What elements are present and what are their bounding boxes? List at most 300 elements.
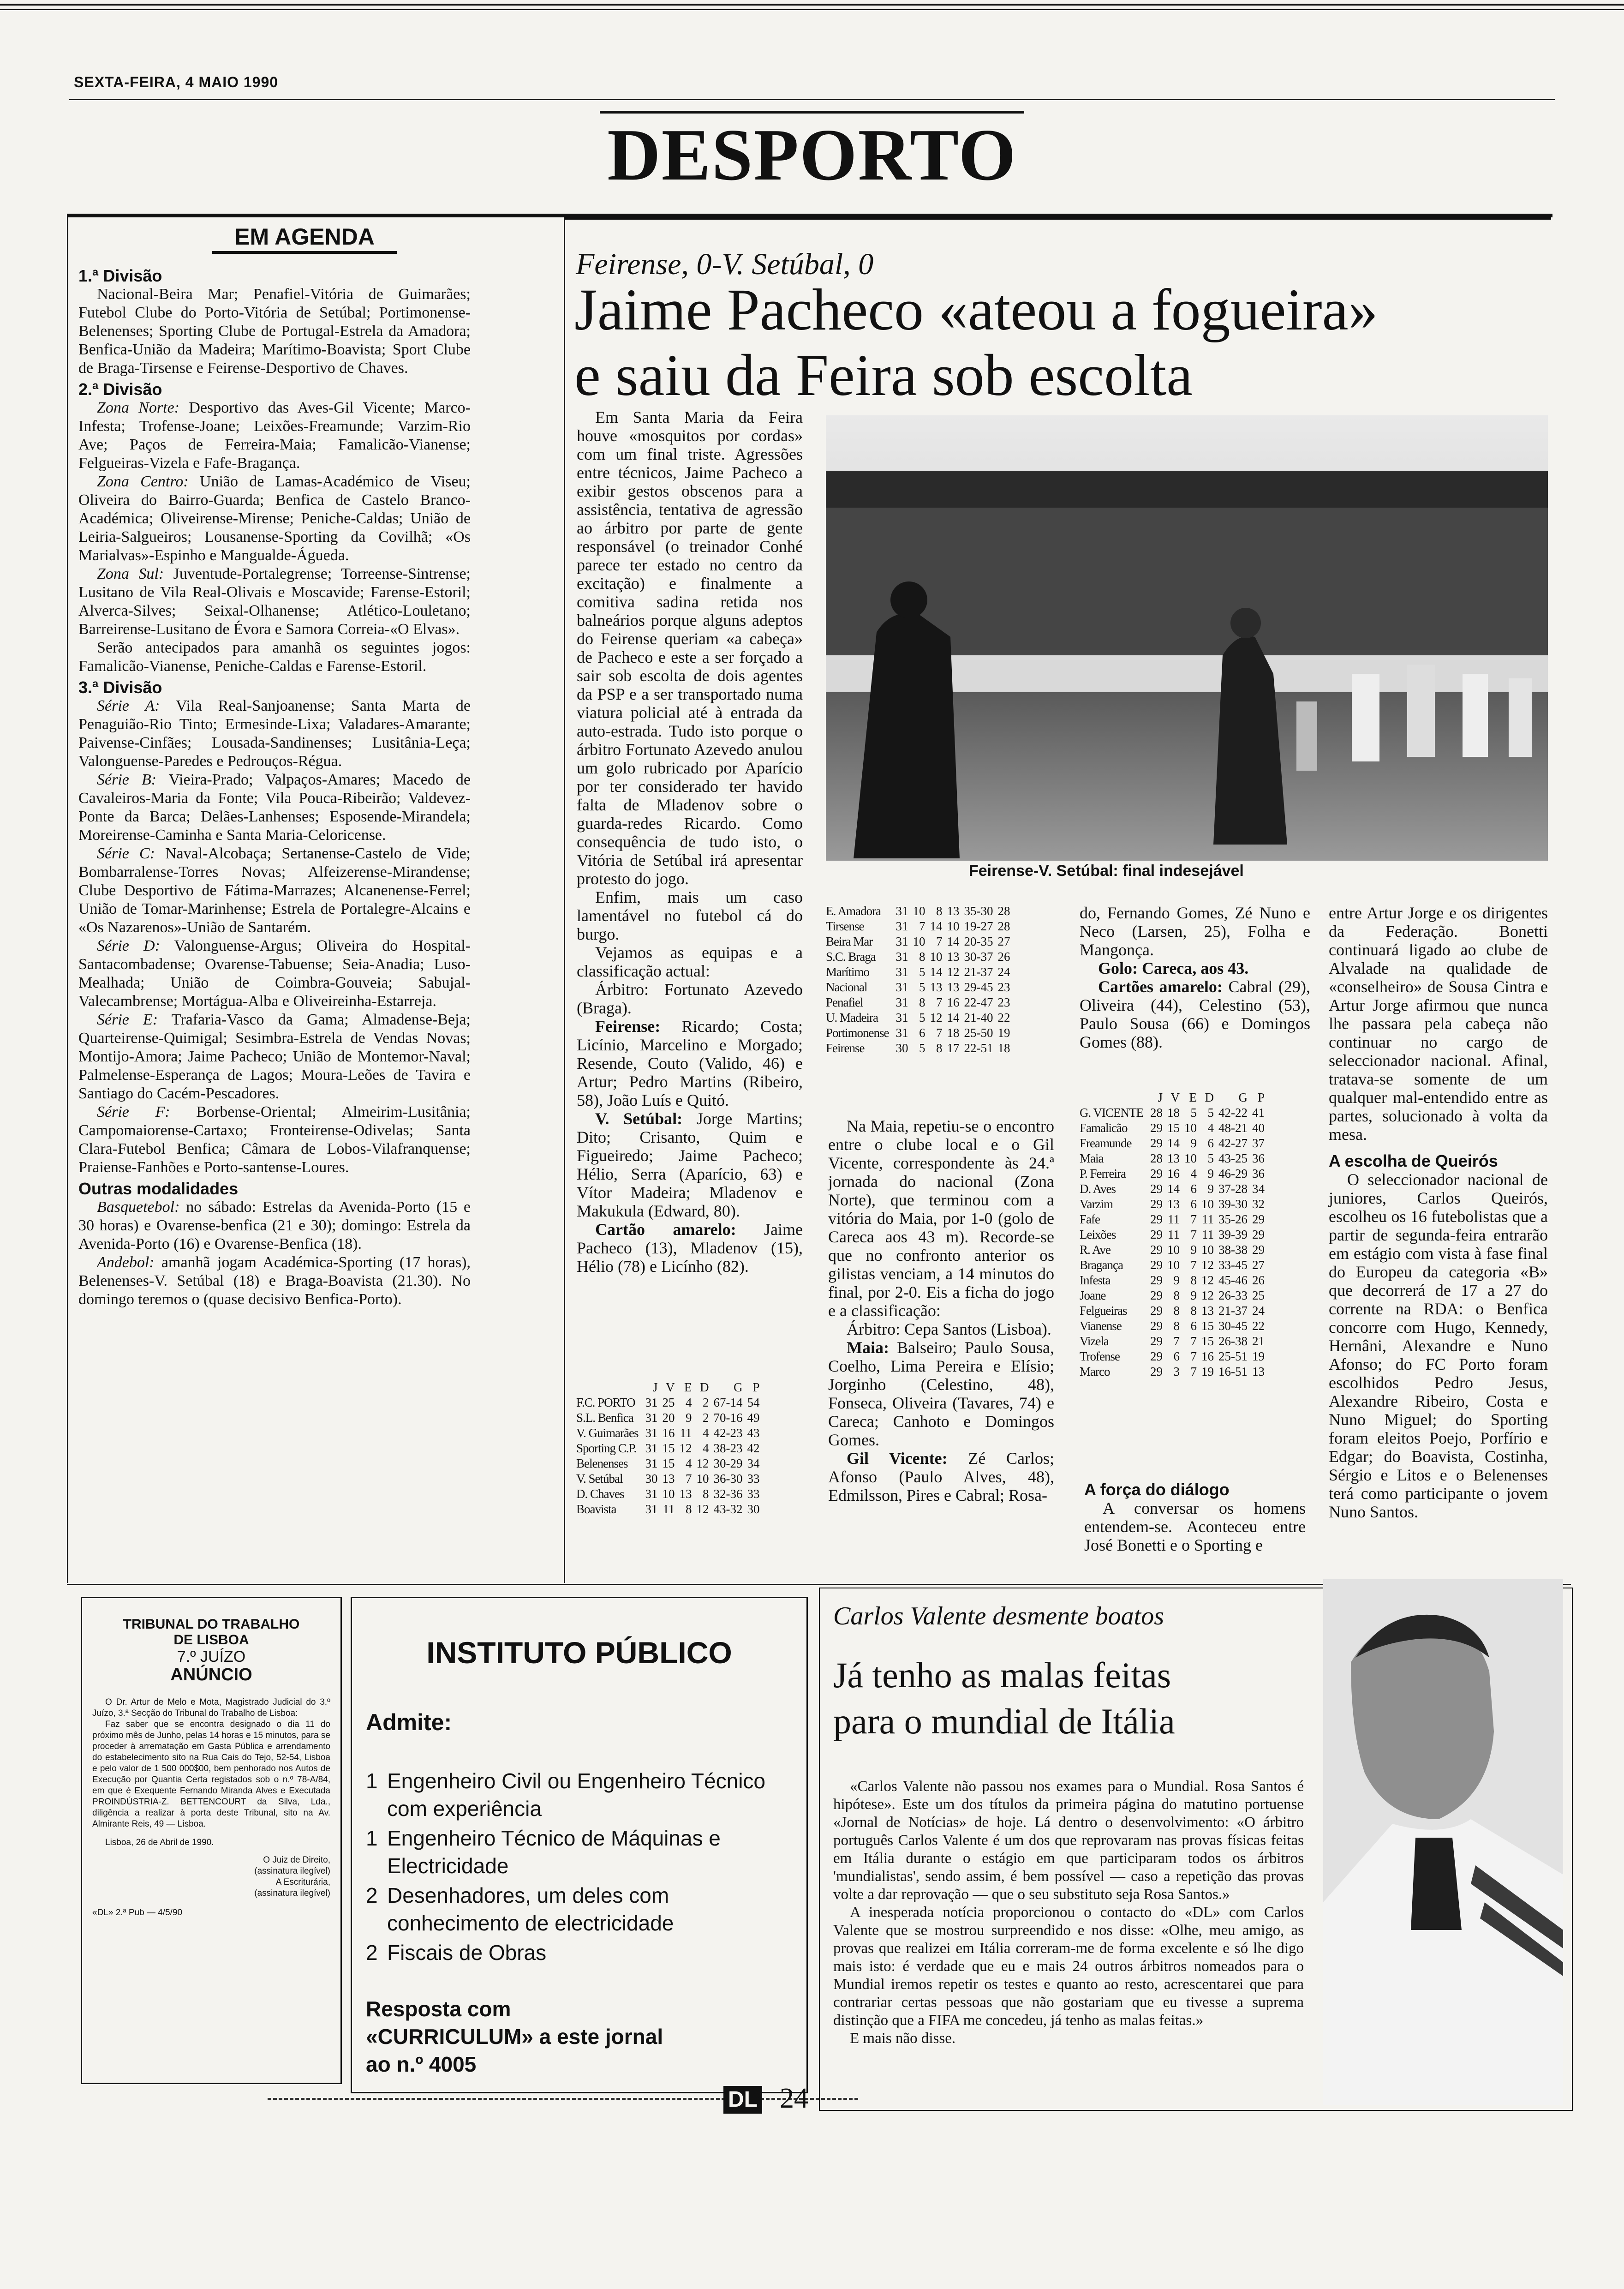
standings-norte-team: Trofense xyxy=(1080,1349,1120,1363)
standings-1a-team: V. Setúbal xyxy=(576,1472,623,1486)
standings-1a-value: 16 xyxy=(662,1426,675,1440)
valente-p3: E mais não disse. xyxy=(850,2030,956,2047)
standings-norte-value: 19 xyxy=(1201,1365,1214,1378)
gil-team-cont: do, Fernando Gomes, Zé Nuno e Neco (Larsen, 25), Folha e Mangonça. xyxy=(1080,904,1310,959)
standings-1a-value: 31 xyxy=(645,1426,658,1440)
standings-norte-value: 36 xyxy=(1252,1151,1265,1165)
standings-norte-value: 42-22 xyxy=(1218,1106,1248,1120)
col-e: E xyxy=(684,1380,692,1394)
standings-norte-team: Leixões xyxy=(1080,1228,1116,1241)
standings-1a-value: 20 xyxy=(662,1411,675,1425)
lead-col-1 xyxy=(577,408,803,1276)
standings-norte-value: 41 xyxy=(1252,1106,1265,1120)
lead-p5 xyxy=(577,1017,803,1109)
standings-1a-value: 7 xyxy=(936,935,943,948)
standings-1a-value: 11 xyxy=(680,1426,692,1440)
standings-1a-row xyxy=(574,1395,762,1410)
standings-1a-value: 34 xyxy=(747,1456,760,1470)
valente-kicker: Carlos Valente desmente boatos xyxy=(833,1602,1164,1630)
standings-1a-value: 67-14 xyxy=(713,1396,743,1409)
agenda-title: EM AGENDA xyxy=(212,222,397,254)
instituto-item-text: Engenheiro Civil ou Engenheiro Técnico com experiência xyxy=(387,1769,766,1821)
standings-1a-value: 22-51 xyxy=(964,1041,993,1055)
standings-1a-value: 31 xyxy=(896,995,908,1009)
standings-norte-value: 19 xyxy=(1252,1349,1265,1363)
standings-1a-value: 13 xyxy=(947,980,960,994)
standings-norte-team: Famalicão xyxy=(1080,1121,1128,1135)
instituto-item xyxy=(366,1882,790,1937)
maia-p4 xyxy=(828,1449,1054,1504)
standings-1a-row xyxy=(574,1441,762,1456)
feirense-team: Ricardo; Costa; Licínio, Marcelino e Morgado; Resende, Couto (Valido, 46) e Artur; Pedro Martins (Ribeiro, 58), João Luís e Quitó. xyxy=(577,1017,803,1109)
section-title: DESPORTO xyxy=(607,114,1017,196)
standings-1a-value: 10 xyxy=(913,904,925,918)
standings-1a-team: Belenenses xyxy=(576,1456,628,1470)
lead-p1: Em Santa Maria da Feira houve «mosquitos por cordas» com um final triste. Agressões entre técnicos, Jaime Pacheco a exibir gestos obscenos para a assistência, tentativa de agressão ao árbitro por parte de gente responsável (o treinador Conhé parece ter estado no centro da excitação) e finalmente a comitiva sadina retida nos balneários porque alguns adeptos do Feirense queriam «a cabeça» de Pacheco e este a ser forçado a sair sob escolta de dois agentes da PSP e a ser transportado numa viatura policial até à entrada da auto-estrada. Tudo isto porque o árbitro Fortunato Azevedo anulou um golo rubricado por Aparício por ter considerado ter havido falta de Mladenov sobre o guarda-redes Ricardo. Como consequência de tudo isto, o Vitória de Setúbal irá apresentar protesto do jogo. xyxy=(577,408,803,888)
tribunal-ad xyxy=(81,1597,342,2084)
standings-norte-value: 43-25 xyxy=(1218,1151,1248,1165)
standings-norte-value: 29 xyxy=(1150,1228,1163,1241)
tribunal-title-2: DE LISBOA xyxy=(173,1632,249,1648)
standings-norte-value: 7 xyxy=(1190,1212,1197,1226)
lead-col-3b xyxy=(1084,1472,1306,1554)
standings-norte-value: 7 xyxy=(1190,1258,1197,1272)
basquetebol-text: no sábado: Estrelas da Avenida-Porto (15 e 30 horas) e Ovarense-benfica (21 e 30); domingo: Estrela da Avenida-Porto (16) e Ovarense-Benfica (18). xyxy=(78,1198,471,1252)
agenda-body xyxy=(78,264,471,1309)
dialogo-heading: A força do diálogo xyxy=(1084,1480,1230,1499)
match-photo-image xyxy=(826,415,1548,861)
standings-1a-value: 8 xyxy=(685,1502,692,1516)
tribunal-title-1: TRIBUNAL DO TRABALHO xyxy=(123,1617,300,1632)
standings-1a-row xyxy=(824,1025,1013,1041)
standings-1a-value: 25 xyxy=(662,1396,675,1409)
standings-norte-value: 3 xyxy=(1173,1365,1180,1378)
standings-norte-value: 8 xyxy=(1173,1288,1180,1302)
instituto-item xyxy=(366,1824,790,1880)
norte-col-e: E xyxy=(1189,1091,1197,1104)
standings-1a-value: 42-23 xyxy=(713,1426,743,1440)
standings-1a-value: 12 xyxy=(696,1456,709,1470)
standings-1a-value: 14 xyxy=(930,965,943,979)
standings-norte-value: 5 xyxy=(1207,1106,1214,1120)
setubal-team: Jorge Martins; Dito; Crisanto, Quim e Figueiredo; Jaime Pacheco; Hélio, Serra (Aparício, 63) e Vítor Madeira; Mladenov e Makukula (Edward, 80). xyxy=(577,1109,803,1220)
standings-norte-value: 9 xyxy=(1207,1167,1214,1180)
maia-p2: Árbitro: Cepa Santos (Lisboa). xyxy=(847,1320,1051,1338)
standings-norte-value: 18 xyxy=(1167,1106,1180,1120)
lead-headline-2: e saiu da Feira sob escolta xyxy=(574,342,1193,408)
standings-norte-value: 29 xyxy=(1150,1288,1163,1302)
standings-1a-value: 7 xyxy=(936,1026,943,1040)
standings-norte-value: 26 xyxy=(1252,1273,1265,1287)
standings-1a-value: 31 xyxy=(896,965,908,979)
standings-norte-row xyxy=(1077,1349,1267,1364)
standings-1a-value: 22 xyxy=(997,1011,1010,1025)
standings-1a-value: 28 xyxy=(997,919,1010,933)
standings-norte-value: 7 xyxy=(1173,1334,1180,1348)
standings-1a-value: 14 xyxy=(947,935,960,948)
standings-norte-value: 26-33 xyxy=(1218,1288,1248,1302)
standings-1a-value: 43-32 xyxy=(713,1502,743,1516)
serie-c xyxy=(78,845,471,937)
standings-norte-value: 34 xyxy=(1252,1182,1265,1196)
valente-headline-1: Já tenho as malas feitas xyxy=(833,1655,1171,1695)
standings-norte-value: 10 xyxy=(1201,1243,1214,1257)
standings-1a-value: 16 xyxy=(947,995,960,1009)
zona-centro-text: União de Lamas-Académico de Viseu; Oliveira do Bairro-Guarda; Benfica de Castelo Branco-Académica; Oliveirense-Mirense; Peniche-Caldas; União de Leiria-Salgueiros; Lousanense-Sporting da Covilhã; «Os Marialvas»-Espinho e Mangualde-Águeda. xyxy=(78,473,471,564)
standings-norte-value: 9 xyxy=(1190,1243,1197,1257)
standings-norte-value: 13 xyxy=(1167,1197,1180,1211)
standings-1a-value: 31 xyxy=(645,1487,658,1501)
instituto-item xyxy=(366,1767,790,1822)
standings-1a-value: 2 xyxy=(702,1411,709,1425)
agenda-border-right xyxy=(564,217,565,1583)
standings-norte-value: 25-51 xyxy=(1218,1349,1248,1363)
lead-p6 xyxy=(577,1109,803,1220)
serie-d-label: Série D: xyxy=(97,937,160,954)
norte-col-d: D xyxy=(1205,1091,1214,1104)
div1-heading: 1.ª Divisão xyxy=(78,266,162,285)
standings-norte-value: 13 xyxy=(1201,1304,1214,1318)
serie-f-label: Série F: xyxy=(97,1103,170,1121)
gil-label: Gil Vicente: xyxy=(847,1449,948,1468)
antecipados: Serão antecipados para amanhã os seguintes jogos: Famalicão-Vianense, Peniche-Caldas e Farense-Estoril. xyxy=(78,639,471,675)
dialogo-text: A conversar os homens entendem-se. Aconteceu entre José Bonetti e o Sporting e xyxy=(1084,1499,1306,1554)
standings-1a-value: 13 xyxy=(947,950,960,964)
standings-1a-value: 19-27 xyxy=(964,919,993,933)
tribunal-title-4: ANÚNCIO xyxy=(170,1665,252,1684)
standings-norte-row xyxy=(1077,1105,1267,1121)
instituto-item-qty: 1 xyxy=(366,1826,378,1850)
standings-1a-row xyxy=(824,919,1013,934)
tribunal-sig-1: O Juiz de Direito, xyxy=(263,1855,330,1865)
standings-norte-value: 29 xyxy=(1150,1319,1163,1333)
standings-1a-row xyxy=(824,1041,1013,1056)
standings-norte-value: 21-37 xyxy=(1218,1304,1248,1318)
norte-header xyxy=(1077,1090,1267,1105)
serie-a-text: Vila Real-Sanjoanense; Santa Marta de Penaguião-Rio Tinto; Ermesinde-Lixa; Valadares-Amarante; Paivense-Cinfães; Lousada-Sandinenses; Lusitânia-Leça; Valonguense-Paredes e Pedrouços-Régua. xyxy=(78,697,471,770)
standings-1a-value: 8 xyxy=(702,1487,709,1501)
standings-norte-value: 21 xyxy=(1252,1334,1265,1348)
standings-1a-team: Portimonense xyxy=(826,1026,889,1040)
standings-norte-value: 29 xyxy=(1150,1182,1163,1196)
standings-norte-value: 29 xyxy=(1150,1243,1163,1257)
serie-c-text: Naval-Alcobaça; Sertanense-Castelo de Vide; Bombarralense-Torres Novas; Alfeizerense-Mirandense; Clube Desportivo de Fátima-Marrazes; Alcanenense-Ferrel; União de Tomar-Marinhense; Estrela de Portalegre-Alcains e «Os Nazarenos»-União de Santarém. xyxy=(78,845,471,936)
standings-norte-value: 28 xyxy=(1150,1106,1163,1120)
div3-heading: 3.ª Divisão xyxy=(78,678,162,697)
standings-norte-value: 29 xyxy=(1150,1365,1163,1378)
standings-norte-team: G. VICENTE xyxy=(1080,1106,1143,1120)
zona-sul xyxy=(78,565,471,639)
basquetebol-label: Basquetebol: xyxy=(97,1198,180,1216)
page-number: 24 xyxy=(780,2083,808,2114)
page-date: SEXTA-FEIRA, 4 MAIO 1990 xyxy=(74,74,279,90)
standings-norte-value: 27 xyxy=(1252,1258,1265,1272)
standings-1a-value: 25-50 xyxy=(964,1026,993,1040)
standings-1a-value: 13 xyxy=(930,980,943,994)
standings-1a-value: 10 xyxy=(696,1472,709,1486)
standings-1a-value: 43 xyxy=(747,1426,760,1440)
standings-1a-value: 12 xyxy=(947,965,960,979)
lead-rule-top xyxy=(564,217,1551,220)
standings-norte-value: 25 xyxy=(1252,1288,1265,1302)
standings-1a-value: 13 xyxy=(662,1472,675,1486)
standings-norte-team: Maia xyxy=(1080,1151,1104,1165)
instituto-list xyxy=(366,1767,790,1968)
standings-1a-value: 11 xyxy=(663,1502,675,1516)
standings-1a-team: Tirsense xyxy=(826,919,864,933)
standings-1a-value: 10 xyxy=(662,1487,675,1501)
standings-norte-value: 11 xyxy=(1168,1228,1180,1241)
standings-norte-team: Fafe xyxy=(1080,1212,1100,1226)
standings-1a-value: 31 xyxy=(896,904,908,918)
standings-norte-value: 13 xyxy=(1167,1151,1180,1165)
maia-p3 xyxy=(828,1338,1054,1449)
standings-1a-value: 18 xyxy=(947,1026,960,1040)
standings-1a-row xyxy=(824,934,1013,949)
standings-norte-value: 11 xyxy=(1202,1228,1214,1241)
standings-norte-value: 42-27 xyxy=(1218,1136,1248,1150)
standings-norte-value: 16 xyxy=(1201,1349,1214,1363)
standings-norte-value: 29 xyxy=(1252,1228,1265,1241)
standings-1a-value: 30 xyxy=(747,1502,760,1516)
maia-team: Balseiro; Paulo Sousa, Coelho, Lima Pereira e Elísio; Jorginho (Celestino, 48), Fonseca, Oliveira (Tavares, 74) e Careca; Canhoto e Domingos Gomes. xyxy=(828,1338,1054,1449)
serie-b-label: Série B: xyxy=(97,771,157,788)
standings-1a-value: 15 xyxy=(662,1441,675,1455)
standings-norte-value: 12 xyxy=(1201,1273,1214,1287)
standings-1a-value: 17 xyxy=(947,1041,960,1055)
golo: Golo: Careca, aos 43. xyxy=(1098,959,1249,977)
lead-kicker: Feirense, 0-V. Setúbal, 0 xyxy=(576,247,874,281)
lead-col-3 xyxy=(1080,904,1310,1051)
norte-col-p: P xyxy=(1257,1091,1265,1104)
valente-photo xyxy=(1323,1579,1563,2105)
standings-1a-team: Marítimo xyxy=(826,965,869,979)
tribunal-body xyxy=(92,1697,330,1918)
standings-norte-value: 46-29 xyxy=(1218,1167,1248,1180)
standings-zona-norte xyxy=(1077,1090,1267,1379)
norte-col-g: G xyxy=(1238,1091,1248,1104)
standings-1a-value: 10 xyxy=(930,950,943,964)
standings-1a-value: 31 xyxy=(896,935,908,948)
norte-col-v: V xyxy=(1170,1091,1180,1104)
standings-norte-value: 7 xyxy=(1190,1349,1197,1363)
tribunal-sig-3: A Escriturária, xyxy=(275,1877,330,1887)
standings-1a-value: 31 xyxy=(645,1456,658,1470)
andebol xyxy=(78,1253,471,1309)
dialogo-cont: entre Artur Jorge e os dirigentes da Federação. Bonetti continuará ligado ao clube de Alvalade na qualidade de «conselheiro» de Sousa Cintra e Artur Jorge afirmou que nunca lhe passara pela cabeça não continuar no cargo de seleccionador nacional. Afinal, tratava-se somente de um qualquer mal-entendido entre as partes, solucionado à volta da mesa. xyxy=(1329,904,1548,1144)
standings-norte-row xyxy=(1077,1318,1267,1334)
standings-1a-row xyxy=(574,1410,762,1426)
lead-headline-1: Jaime Pacheco «ateou a fogueira» xyxy=(574,277,1378,342)
standings-norte-value: 35-26 xyxy=(1218,1212,1248,1226)
standings-norte-value: 6 xyxy=(1173,1349,1180,1363)
serie-e-label: Série E: xyxy=(97,1011,158,1028)
standings-1a-team: V. Guimarães xyxy=(576,1426,639,1440)
standings-1a-team: Sporting C.P. xyxy=(576,1441,637,1455)
standings-1a-value: 8 xyxy=(936,904,943,918)
zona-norte-text: Desportivo das Aves-Gil Vicente; Marco-Infesta; Trofense-Joane; Leixões-Freamunde; Varzim-Rio Ave; Paços de Ferreira-Maia; Famalicão-Vianense; Felgueiras-Vizela e Fafe-Bragança. xyxy=(78,399,471,472)
standings-norte-value: 28 xyxy=(1150,1151,1163,1165)
instituto-item-text: Fiscais de Obras xyxy=(387,1941,547,1965)
col-p: P xyxy=(752,1380,760,1394)
standings-1a-value: 33 xyxy=(747,1487,760,1501)
standings-1a-team: S.L. Benfica xyxy=(576,1411,633,1425)
instituto-ad xyxy=(351,1597,808,2093)
standings-1a-value: 35-30 xyxy=(964,904,993,918)
standings-1a-value: 8 xyxy=(936,1041,943,1055)
standings-norte-team: Freamunde xyxy=(1080,1136,1132,1150)
photo-caption: Feirense-V. Setúbal: final indesejável xyxy=(969,862,1244,880)
cartao-label: Cartão amarelo: xyxy=(595,1220,736,1239)
cartoes-label: Cartões amarelo: xyxy=(1098,977,1223,996)
basquetebol xyxy=(78,1198,471,1253)
standings-1a-value: 12 xyxy=(696,1502,709,1516)
serie-f-text: Borbense-Oriental; Almeirim-Lusitânia; Campomaiorense-Cartaxo; Fronteirense-Odivelas; Santa Clara-Futebol Benfica; Câmara de Lobos-Vilafranquense; Praiense-Fanhões e Porto-santense-Loures. xyxy=(78,1103,471,1176)
standings-norte-row xyxy=(1077,1273,1267,1288)
standings-1a-row xyxy=(824,1010,1013,1025)
norte-col-j: J xyxy=(1158,1091,1163,1104)
top-rule xyxy=(0,4,1624,6)
tribunal-body-2: Faz saber que se encontra designado o dia 11 do próximo mês de Junho, pelas 14 horas e 15 minutos, para se proceder à arrematação em Gasta Pública e arrendamento do estabelecimento sito na Rua Cais do Tejo, 52-54, Lisboa e pelo valor de 1 500 000$00, bem penhorado nos Autos de Execução por Quantia Certa registados sob o n.º 78-A/84, em que é Exequente Fernando Miranda Alves e Executada PROINDÚSTRIA-Z. BETTENCOURT da Silva, Lda., diligência a realizar à porta deste Tribunal, sito na Av. Almirante Reis, 49 — Lisboa. xyxy=(92,1720,330,1829)
standings-norte-value: 29 xyxy=(1150,1304,1163,1318)
standings-1a-value: 5 xyxy=(919,965,925,979)
standings-norte-value: 8 xyxy=(1190,1304,1197,1318)
standings-1a-value: 38-23 xyxy=(713,1441,743,1455)
standings-norte-value: 38-38 xyxy=(1218,1243,1248,1257)
standings-1a-value: 2 xyxy=(702,1396,709,1409)
tribunal-title-3: 7.º JUÍZO xyxy=(177,1648,246,1666)
zona-norte xyxy=(78,399,471,473)
standings-norte-value: 32 xyxy=(1252,1197,1265,1211)
tribunal-sig-2: (assinatura ilegível) xyxy=(254,1866,330,1876)
tribunal-body-1: O Dr. Artur de Melo e Mota, Magistrado Judicial do 3.º Juízo, 3.ª Secção do Tribunal do Trabalho de Lisboa: xyxy=(92,1697,330,1718)
zona-norte-label: Zona Norte: xyxy=(97,399,180,416)
standings-norte-value: 37 xyxy=(1252,1136,1265,1150)
standings-norte-row xyxy=(1077,1197,1267,1212)
standings-1a-value: 54 xyxy=(747,1396,760,1409)
standings-1a-row xyxy=(824,995,1013,1010)
lead-p3: Vejamos as equipas e a classificação actual: xyxy=(577,943,803,980)
standings-norte-row xyxy=(1077,1364,1267,1379)
standings-1a-team: Penafiel xyxy=(826,995,863,1009)
standings-1a-row xyxy=(824,904,1013,919)
standings-norte-value: 7 xyxy=(1190,1365,1197,1378)
standings-1a-team: Feirense xyxy=(826,1041,865,1055)
standings-1a-value: 32-36 xyxy=(713,1487,743,1501)
standings-1a-row xyxy=(824,965,1013,980)
standings-norte-value: 29 xyxy=(1150,1273,1163,1287)
standings-norte-value: 37-28 xyxy=(1218,1182,1248,1196)
andebol-label: Andebol: xyxy=(97,1254,155,1271)
standings-norte-value: 8 xyxy=(1173,1304,1180,1318)
standings-1a-team: F.C. PORTO xyxy=(576,1396,635,1409)
standings-norte-value: 14 xyxy=(1167,1182,1180,1196)
standings-1a-value: 15 xyxy=(662,1456,675,1470)
standings-1a-team: U. Madeira xyxy=(826,1011,878,1025)
standings-norte-value: 9 xyxy=(1207,1182,1214,1196)
standings-1a-value: 23 xyxy=(997,995,1010,1009)
standings-norte-value: 29 xyxy=(1252,1212,1265,1226)
instituto-item-text: Desenhadores, um deles com conhecimento de electricidade xyxy=(387,1883,674,1935)
instituto-item-qty: 1 xyxy=(366,1769,378,1793)
standings-norte-value: 7 xyxy=(1190,1228,1197,1241)
standings-norte-row xyxy=(1077,1166,1267,1181)
valente-body xyxy=(833,1778,1304,2048)
standings-1a-value: 31 xyxy=(645,1411,658,1425)
standings-1a-value: 29-45 xyxy=(964,980,993,994)
standings-1a-row xyxy=(574,1502,762,1517)
standings-norte-value: 11 xyxy=(1202,1212,1214,1226)
instituto-resposta: Resposta com «CURRICULUM» a este jornal ao n.º 4005 xyxy=(366,1997,663,2076)
footer-logo: DL xyxy=(723,2086,762,2114)
standings-1a-team: Nacional xyxy=(826,980,867,994)
zona-centro xyxy=(78,473,471,565)
standings-norte-team: Infesta xyxy=(1080,1273,1111,1287)
standings-1a-value: 21-37 xyxy=(964,965,993,979)
standings-norte-value: 6 xyxy=(1190,1182,1197,1196)
standings-norte-value: 16-51 xyxy=(1218,1365,1248,1378)
maia-label: Maia: xyxy=(847,1338,889,1357)
standings-norte-value: 39-30 xyxy=(1218,1197,1248,1211)
standings-1a-value: 8 xyxy=(919,995,925,1009)
setubal-label: V. Setúbal: xyxy=(595,1109,683,1128)
standings-norte-value: 24 xyxy=(1252,1304,1265,1318)
standings-norte-row xyxy=(1077,1242,1267,1258)
standings-norte-row xyxy=(1077,1181,1267,1197)
serie-e xyxy=(78,1011,471,1103)
standings-norte-value: 48-21 xyxy=(1218,1121,1248,1135)
standings-norte-value: 22 xyxy=(1252,1319,1265,1333)
col-v: V xyxy=(665,1380,675,1394)
standings-norte-row xyxy=(1077,1121,1267,1136)
standings-norte-value: 12 xyxy=(1201,1288,1214,1302)
standings-1a-value: 42 xyxy=(747,1441,760,1455)
standings-norte-team: Joane xyxy=(1080,1288,1106,1302)
div2-heading: 2.ª Divisão xyxy=(78,380,162,399)
lead-p7 xyxy=(577,1220,803,1276)
standings-norte-value: 29 xyxy=(1150,1212,1163,1226)
standings-norte-value: 5 xyxy=(1190,1106,1197,1120)
queiros-text: O seleccionador nacional de juniores, Carlos Queirós, escolheu os 16 futebolistas que a partir de segunda-feira entrarão em estágio com vista à fase final do Europeu da categoria «B» que decorrerá de 17 a 27 do corrente na RDA: o Benfica concorre com Hugo, Kennedy, Hernâni, Alexandre e Nuno Afonso; do FC Porto foram escolhidos Pedro Jesus, Alexandre Ribeiro, Costa e Nuno Miguel; do Sporting foram eleitos Poejo, Porfírio e Edgar; do Boavista, Costinha, Sérgio e Litos e o Belenenses terá como participante o jovem Nuno Santos. xyxy=(1329,1170,1548,1521)
standings-1a-value: 31 xyxy=(645,1441,658,1455)
standings-norte-value: 13 xyxy=(1252,1365,1265,1378)
gil-team: Zé Carlos; Afonso (Paulo Alves, 48), Edmilsson, Pires e Cabral; Rosa- xyxy=(828,1449,1055,1504)
standings-1a-row xyxy=(574,1486,762,1502)
standings-1a-value: 9 xyxy=(685,1411,692,1425)
tribunal-ref: «DL» 2.ª Pub — 4/5/90 xyxy=(92,1908,183,1917)
instituto-item-text: Engenheiro Técnico de Máquinas e Electricidade xyxy=(387,1826,721,1878)
cartoes-text: Cabral (29), Oliveira (44), Celestino (53), Paulo Sousa (66) e Domingos Gomes (88). xyxy=(1080,977,1310,1051)
standings-1a-value: 13 xyxy=(679,1487,692,1501)
standings-norte-row xyxy=(1077,1303,1267,1318)
lead-col-4 xyxy=(1329,904,1548,1521)
standings-1a-value: 4 xyxy=(685,1456,692,1470)
standings-1a-team: E. Amadora xyxy=(826,904,881,918)
standings-1a-value: 5 xyxy=(919,1041,925,1055)
standings-1a-value: 33 xyxy=(747,1472,760,1486)
standings-1a-value: 20-35 xyxy=(964,935,993,948)
cartao-text: Jaime Pacheco (13), Mladenov (15), Hélio (78) e Licínho (82). xyxy=(577,1220,803,1276)
standings-norte-value: 15 xyxy=(1167,1121,1180,1135)
standings-norte-value: 15 xyxy=(1201,1319,1214,1333)
standings-norte-team: Vianense xyxy=(1080,1319,1122,1333)
standings-norte-value: 6 xyxy=(1190,1319,1197,1333)
standings-1a-value: 21-40 xyxy=(964,1011,993,1025)
standings-1a-value: 10 xyxy=(913,935,925,948)
standings-norte-value: 9 xyxy=(1190,1288,1197,1302)
standings-norte-value: 6 xyxy=(1190,1197,1197,1211)
standings-1a-value: 31 xyxy=(896,950,908,964)
